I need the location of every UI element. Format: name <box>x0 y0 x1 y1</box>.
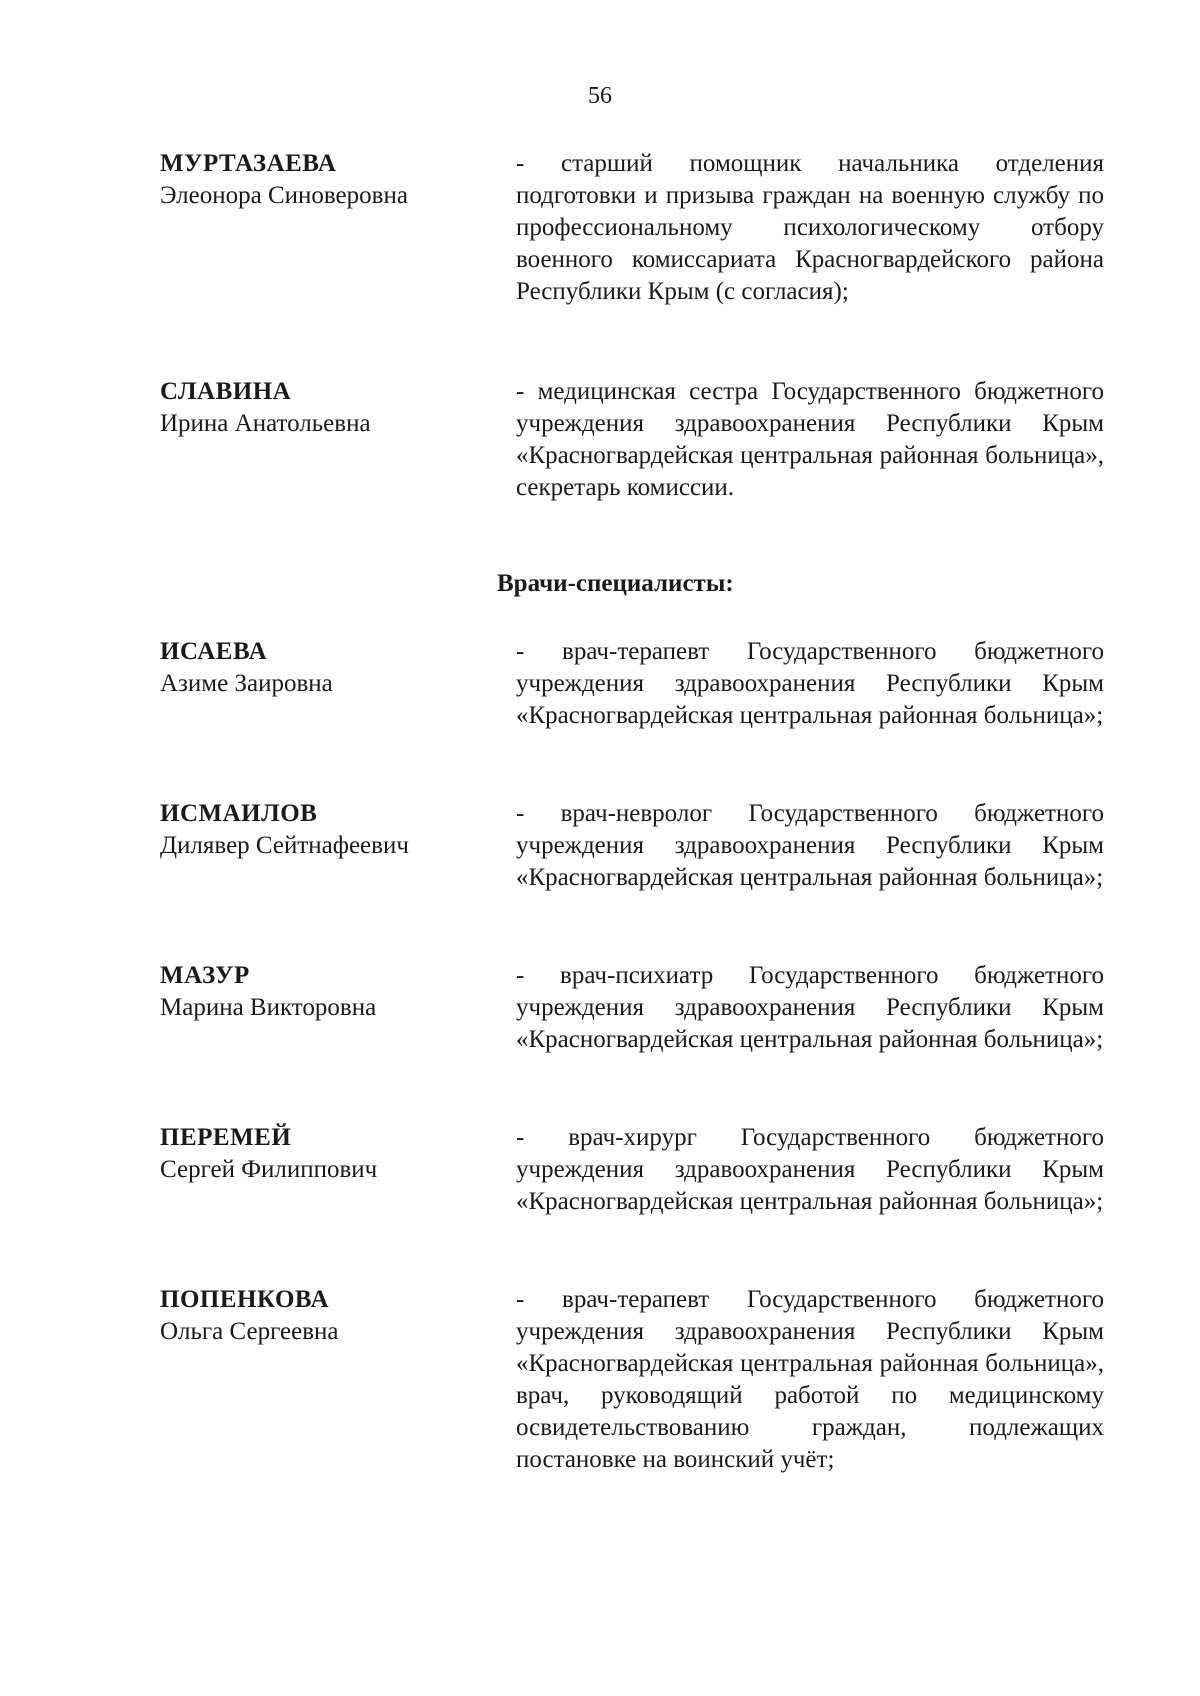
member-name-block <box>160 798 490 862</box>
member-role: - врач-невролог Государственного бюджетного учреждения здравоохранения Республики Крым «Красногвардейская центральная районная больница»; <box>516 800 1104 891</box>
member-role: - врач-хирург Государственного бюджетного учреждения здравоохранения Республики Крым «Красногвардейская центральная районная больница»; <box>516 1124 1104 1215</box>
member-role: - врач-терапевт Государственного бюджетного учреждения здравоохранения Республики Крым «Красногвардейская центральная районная больница», врач, руководящий работой по медицинскому освидетельствованию граждан, подлежащих постановке на воинский учёт; <box>516 1286 1104 1473</box>
member-surname: ИСАЕВА <box>160 638 268 665</box>
member-surname: ИСМАИЛОВ <box>160 800 318 827</box>
member-given-names: Элеонора Синоверовна <box>160 182 408 209</box>
member-given-names: Сергей Филиппович <box>160 1156 378 1183</box>
member-role: - врач-терапевт Государственного бюджетного учреждения здравоохранения Республики Крым «Красногвардейская центральная районная больница»; <box>516 638 1104 729</box>
section-heading-specialists: Врачи-специалисты: <box>497 570 734 597</box>
member-name-block <box>160 960 490 1024</box>
member-surname: ПОПЕНКОВА <box>160 1286 330 1313</box>
member-given-names: Азиме Заировна <box>160 670 333 697</box>
member-given-names: Марина Викторовна <box>160 994 377 1021</box>
member-surname: МУРТАЗАЕВА <box>160 150 337 177</box>
member-name-block <box>160 636 490 700</box>
member-surname: ПЕРЕМЕЙ <box>160 1124 292 1151</box>
member-given-names: Ольга Сергеевна <box>160 1318 339 1345</box>
member-given-names: Ирина Анатольевна <box>160 410 371 437</box>
member-name-block <box>160 1122 490 1186</box>
page-number: 56 <box>588 83 612 109</box>
member-name-block <box>160 148 490 212</box>
member-given-names: Дилявер Сейтнафеевич <box>160 832 409 859</box>
member-role: - врач-психиатр Государственного бюджетного учреждения здравоохранения Республики Крым «Красногвардейская центральная районная больница»; <box>516 962 1104 1053</box>
member-name-block <box>160 376 490 440</box>
member-surname: СЛАВИНА <box>160 378 292 405</box>
member-name-block <box>160 1284 490 1348</box>
member-surname: МАЗУР <box>160 962 250 989</box>
member-role: - медицинская сестра Государственного бюджетного учреждения здравоохранения Республики Крым «Красногвардейская центральная районная больница», секретарь комиссии. <box>516 378 1104 501</box>
member-role: - старший помощник начальника отделения подготовки и призыва граждан на военную службу по профессиональному психологическому отбору военного комиссариата Красногвардейского района Республики Крым (с согласия); <box>516 150 1104 305</box>
